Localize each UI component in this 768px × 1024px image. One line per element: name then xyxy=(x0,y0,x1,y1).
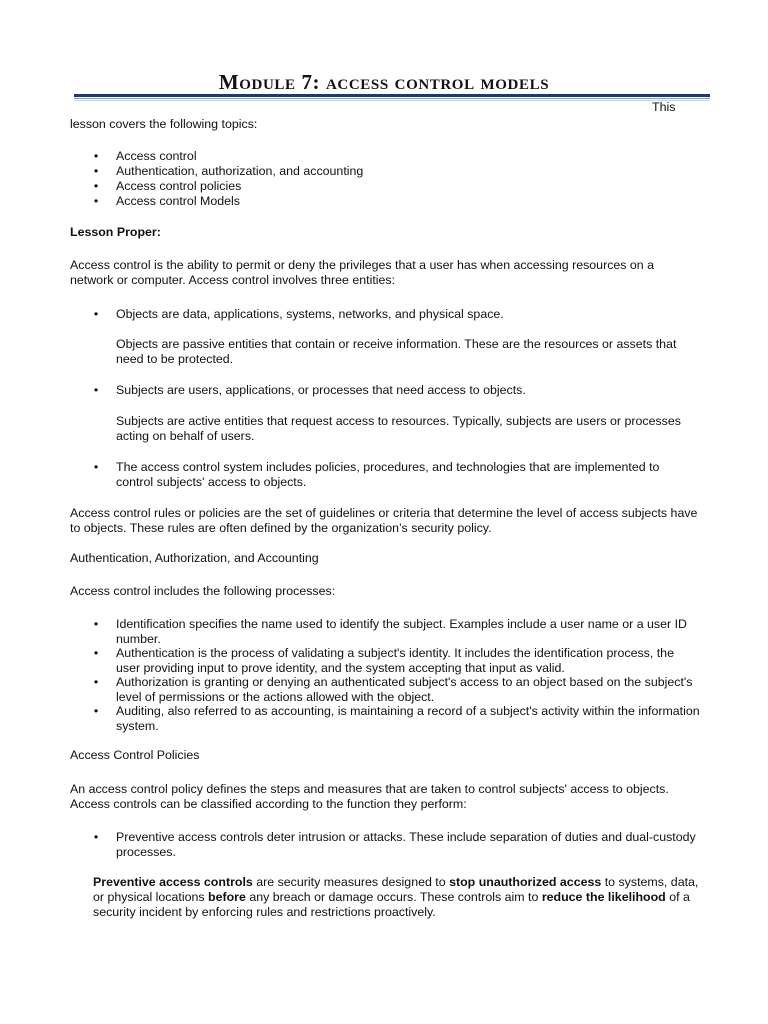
bullet-icon: • xyxy=(93,383,99,397)
entity-subjects: Subjects are users, applications, or processes that need access to objects. xyxy=(116,383,526,397)
bullet-icon: • xyxy=(93,646,99,660)
bold-phrase: stop unauthorized access xyxy=(449,875,602,889)
bold-phrase: reduce the likelihood xyxy=(541,890,666,904)
bullet-icon: • xyxy=(93,675,99,689)
entity-objects: Objects are data, applications, systems, networks, and physical space. xyxy=(116,307,504,321)
lesson-heading: Lesson Proper: xyxy=(70,225,161,239)
entity-subjects-detail: Subjects are active entities that request access to resources. Typically, subjects are users or processes acting on behalf of users. xyxy=(116,414,681,443)
process-identification: Identification specifies the name used to identify the subject. Examples include a user name or a user ID number. xyxy=(116,617,687,646)
preventive-paragraph xyxy=(93,875,700,920)
policy-paragraph: An access control policy defines the steps and measures that are taken to control subjects' access to objects. Access controls can be classified according to the function they perform: xyxy=(70,782,669,811)
text-run: to systems, data, or physical locations xyxy=(93,875,699,904)
bullet-icon: • xyxy=(93,149,99,163)
intro-this: This xyxy=(652,100,676,114)
text-run: any breach or damage occurs. These controls aim to xyxy=(245,890,542,904)
intro-line: lesson covers the following topics: xyxy=(70,117,258,131)
title-rule-light xyxy=(74,100,710,101)
bold-phrase: before xyxy=(208,890,246,904)
bullet-icon: • xyxy=(93,617,99,631)
title-rule xyxy=(74,94,710,97)
bullet-icon: • xyxy=(93,830,99,844)
process-auditing: Auditing, also referred to as accounting, is maintaining a record of a subject's activity within the information system. xyxy=(116,704,700,733)
access-control-definition: Access control is the ability to permit or deny the privileges that a user has when accessing resources on a network or computer. Access control involves three entities: xyxy=(70,258,655,287)
bullet-icon: • xyxy=(93,460,99,474)
aaa-heading: Authentication, Authorization, and Accounting xyxy=(70,551,319,565)
title-rule-thin xyxy=(74,98,710,99)
bold-phrase: Preventive access controls xyxy=(93,875,253,889)
policies-heading: Access Control Policies xyxy=(70,748,200,762)
process-authentication: Authentication is the process of validating a subject's identity. It includes the identification process, the user providing input to prove identity, and the system accepting that input as valid. xyxy=(116,646,674,675)
page-title: Module 7: access control models xyxy=(218,70,550,94)
rules-paragraph: Access control rules or policies are the set of guidelines or criteria that determine the level of access subjects have to objects. These rules are often defined by the organization’s security policy. xyxy=(70,506,698,535)
bullet-icon: • xyxy=(93,164,99,178)
process-authorization: Authorization is granting or denying an authenticated subject's access to an object based on the subject's level of permissions or the actions allowed with the object. xyxy=(116,675,693,704)
preventive-bullet: Preventive access controls deter intrusion or attacks. These include separation of duties and dual-custody processes. xyxy=(116,830,696,859)
bullet-icon: • xyxy=(93,704,99,718)
bullet-icon: • xyxy=(93,179,99,193)
entity-objects-detail: Objects are passive entities that contain or receive information. These are the resources or assets that need to be protected. xyxy=(116,337,677,366)
text-run: of a security incident by enforcing rules and restrictions proactively. xyxy=(93,890,690,919)
bullet-icon: • xyxy=(93,307,99,321)
entity-system: The access control system includes policies, procedures, and technologies that are implemented to control subjects' access to objects. xyxy=(116,460,660,489)
topic-item: Access control policies xyxy=(116,179,242,193)
topic-item: Authentication, authorization, and accounting xyxy=(116,164,364,178)
topic-item: Access control xyxy=(116,149,197,163)
processes-intro: Access control includes the following processes: xyxy=(70,584,336,598)
text-run: are security measures designed to xyxy=(252,875,450,889)
bullet-icon: • xyxy=(93,194,99,208)
topic-item: Access control Models xyxy=(116,194,240,208)
